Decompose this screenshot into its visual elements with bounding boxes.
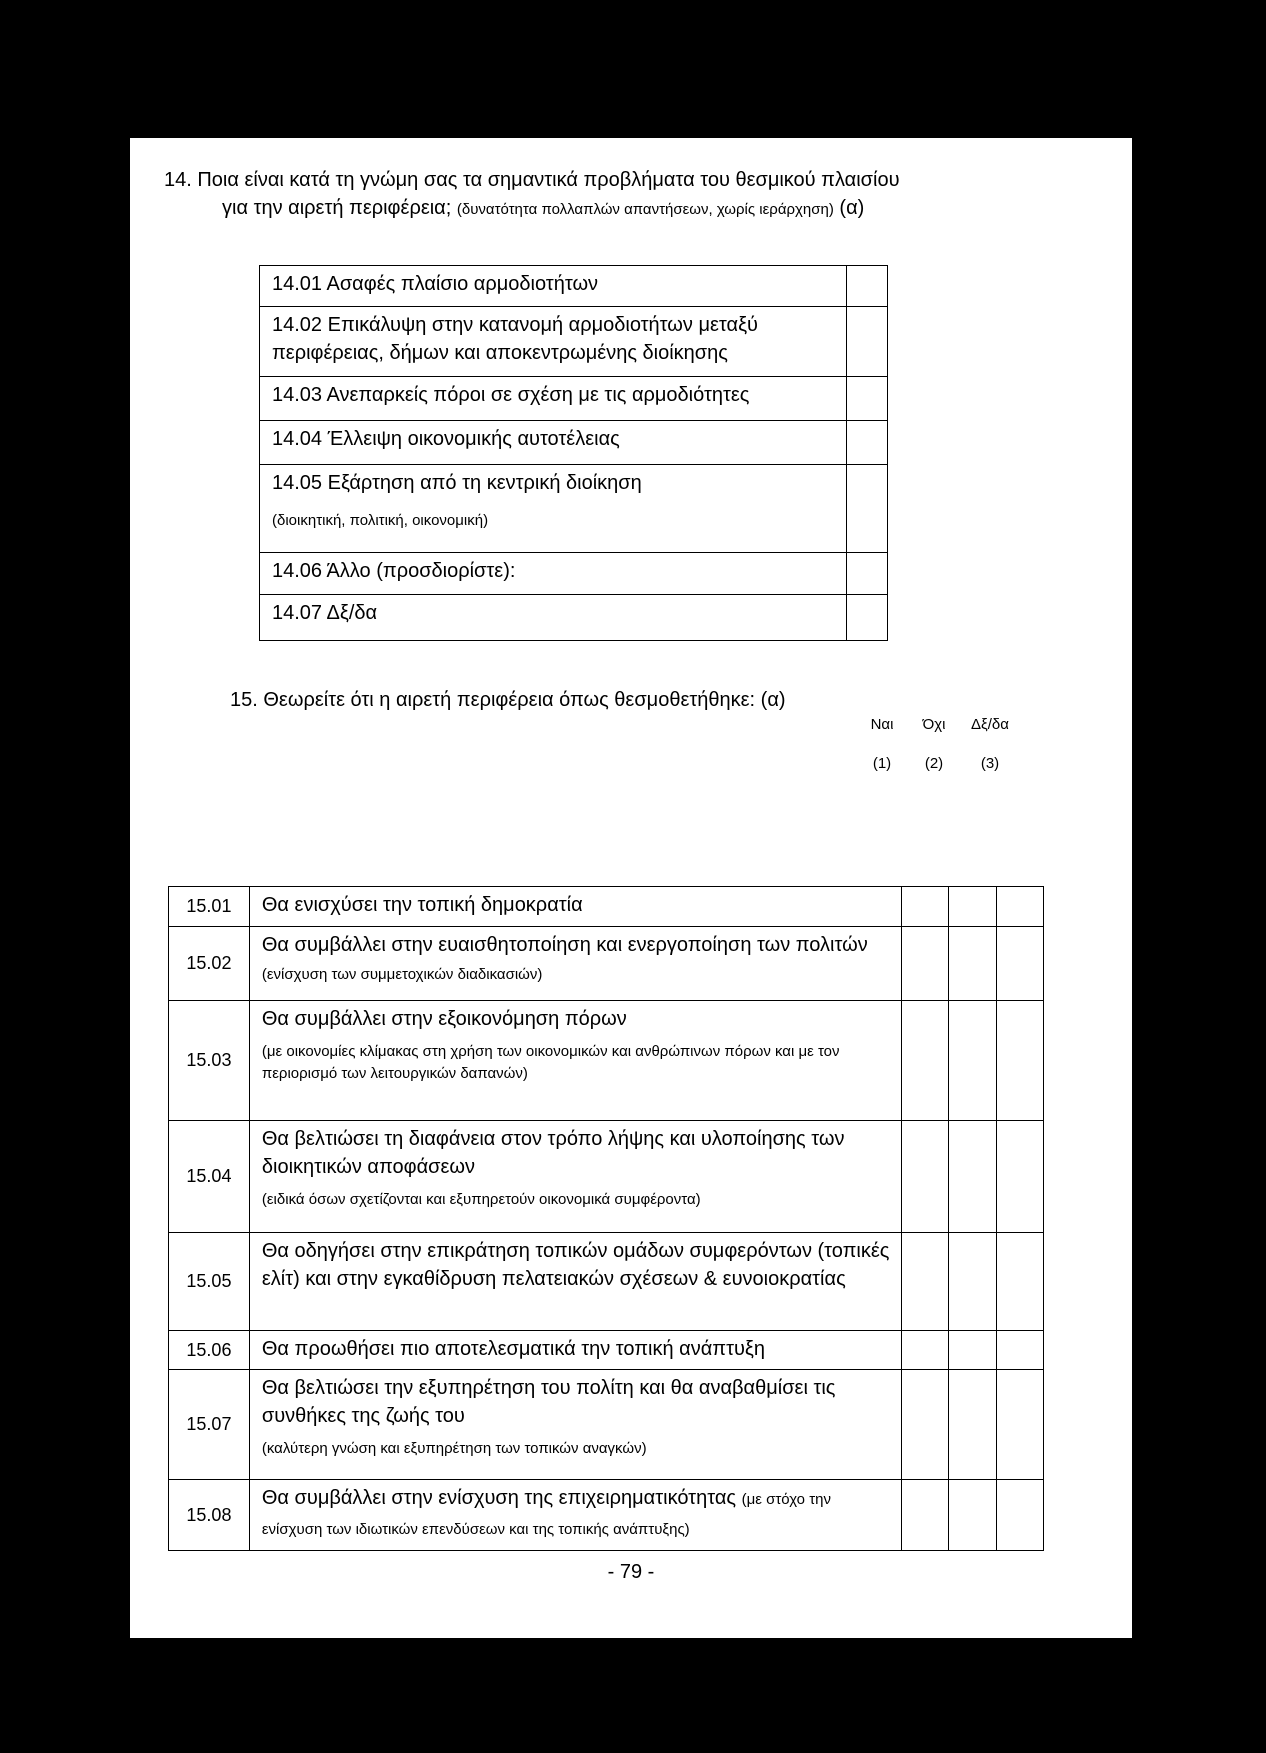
q15-row-number: 15.06	[169, 1331, 250, 1370]
q15-answer-no-box[interactable]	[949, 887, 996, 927]
option-dk-label: Δξ/δα	[971, 716, 1009, 733]
q14-item-cell	[260, 377, 847, 421]
q15-statement-text: Θα βελτιώσει τη διαφάνεια στον τρόπο λήψης και υλοποίησης των διοικητικών αποφάσεων	[261, 1128, 845, 1178]
q15-row	[169, 887, 1044, 927]
question-14-instruction: (δυνατότητα πολλαπλών απαντήσεων, χωρίς ιεράρχηση)	[456, 201, 834, 218]
question-15-title: 15. Θεωρείτε ότι η αιρετή περιφέρεια όπως θεσμοθετήθηκε: (α)	[230, 689, 786, 711]
q14-checkbox[interactable]	[846, 307, 887, 377]
q15-statement-cell	[249, 1001, 901, 1121]
q15-row	[169, 1121, 1044, 1233]
q15-answer-yes-box[interactable]	[902, 927, 949, 1001]
q15-answer-no-box[interactable]	[949, 1480, 996, 1551]
q14-item-text: 14.04 Έλλειψη οικονομικής αυτοτέλειας	[272, 428, 620, 450]
q15-answer-dk-box[interactable]	[996, 927, 1043, 1001]
q14-item-subtext: (διοικητική, πολιτική, οικονομική)	[272, 512, 489, 529]
q15-answer-dk-box[interactable]	[996, 1480, 1043, 1551]
q14-item-cell	[260, 421, 847, 465]
q15-answer-yes-box[interactable]	[902, 1233, 949, 1331]
question-14-table	[259, 265, 888, 641]
q15-answer-no-box[interactable]	[949, 1001, 996, 1121]
q15-answer-dk-box[interactable]	[996, 1001, 1043, 1121]
q14-item-text: 14.05 Εξάρτηση από τη κεντρική διοίκηση	[272, 472, 642, 494]
q14-row	[260, 377, 888, 421]
q15-statement-cell	[249, 1233, 901, 1331]
q15-statement-cell	[249, 1331, 901, 1370]
option-dk-code: (3)	[980, 755, 1000, 772]
q15-statement-cell	[249, 1480, 901, 1551]
q15-row-number: 15.05	[169, 1233, 250, 1331]
option-yes-label: Ναι	[870, 716, 894, 733]
q14-row	[260, 307, 888, 377]
q15-answer-yes-box[interactable]	[902, 1331, 949, 1370]
q14-item-cell	[260, 465, 847, 553]
q14-checkbox[interactable]	[846, 421, 887, 465]
q15-statement-cell	[249, 887, 901, 927]
q15-answer-no-box[interactable]	[949, 927, 996, 1001]
q15-statement-text: Θα ενισχύσει την τοπική δημοκρατία	[261, 894, 583, 916]
q14-item-text: 14.03 Ανεπαρκείς πόροι σε σχέση με τις αρμοδιότητες	[272, 384, 750, 406]
q15-statement-text: Θα συμβάλλει στην ευαισθητοποίηση και ενεργοποίηση των πολιτών	[261, 934, 868, 956]
q15-row	[169, 1001, 1044, 1121]
question-14-title-end: (α)	[833, 197, 865, 219]
q14-item-text: 14.06 Άλλο (προσδιορίστε):	[272, 560, 516, 582]
q15-row-number: 15.04	[169, 1121, 250, 1233]
question-14-title-main: για την αιρετή περιφέρεια;	[222, 197, 457, 219]
q15-row	[169, 1233, 1044, 1331]
q15-answer-no-box[interactable]	[949, 1121, 996, 1233]
q14-checkbox[interactable]	[846, 465, 887, 553]
q15-answer-dk-box[interactable]	[996, 887, 1043, 927]
q15-answer-dk-box[interactable]	[996, 1233, 1043, 1331]
q15-note: (με οικονομίες κλίμακας στη χρήση των οικονομικών και ανθρώπινων πόρων και με τον περιορισμό των λειτουργικών δαπανών)	[261, 1043, 840, 1082]
q14-item-text: 14.07 Δξ/δα	[272, 602, 378, 624]
q14-item-cell	[260, 553, 847, 595]
q14-row	[260, 465, 888, 553]
q15-answer-dk-box[interactable]	[996, 1370, 1043, 1480]
q15-answer-no-box[interactable]	[949, 1370, 996, 1480]
q15-note: (ειδικά όσων σχετίζονται και εξυπηρετούν οικονομικά συμφέροντα)	[261, 1191, 701, 1208]
q15-statement-text: Θα συμβάλλει στην ενίσχυση της επιχειρηματικότητας	[261, 1487, 742, 1509]
q15-row	[169, 1480, 1044, 1551]
q15-inline-note: (ενίσχυση των συμμετοχικών διαδικασιών)	[261, 966, 543, 983]
option-yes-code: (1)	[872, 755, 892, 772]
q15-answer-yes-box[interactable]	[902, 1480, 949, 1551]
q14-item-cell	[260, 266, 847, 307]
document-page	[130, 138, 1132, 1638]
q14-row	[260, 595, 888, 641]
q15-answer-dk-box[interactable]	[996, 1121, 1043, 1233]
q15-row	[169, 1331, 1044, 1370]
q15-row-number: 15.07	[169, 1370, 250, 1480]
q15-answer-yes-box[interactable]	[902, 887, 949, 927]
q15-row-number: 15.02	[169, 927, 250, 1001]
q15-answer-no-box[interactable]	[949, 1331, 996, 1370]
q15-answer-dk-box[interactable]	[996, 1331, 1043, 1370]
q14-item-text: 14.02 Επικάλυψη στην κατανομή αρμοδιοτήτων μεταξύ περιφέρειας, δήμων και αποκεντρωμένης διοίκησης	[272, 314, 758, 364]
page-number: - 79 -	[607, 1561, 655, 1583]
q15-row	[169, 927, 1044, 1001]
question-15-table	[168, 886, 1044, 1551]
q15-statement-cell	[249, 1370, 901, 1480]
q14-checkbox[interactable]	[846, 377, 887, 421]
option-no-label: Όχι	[922, 716, 946, 733]
q14-checkbox[interactable]	[846, 553, 887, 595]
q15-answer-no-box[interactable]	[949, 1233, 996, 1331]
q14-checkbox[interactable]	[846, 595, 887, 641]
q15-answer-yes-box[interactable]	[902, 1370, 949, 1480]
q14-checkbox[interactable]	[846, 266, 887, 307]
q14-item-cell	[260, 307, 847, 377]
question-14-title-line2	[164, 194, 1124, 224]
q15-statement-text: Θα προωθήσει πιο αποτελεσματικά την τοπική ανάπτυξη	[261, 1338, 765, 1360]
q15-row	[169, 1370, 1044, 1480]
question-14-title	[164, 166, 1124, 224]
q15-note: (καλύτερη γνώση και εξυπηρέτηση των τοπικών αναγκών)	[261, 1440, 647, 1457]
q15-statement-cell	[249, 927, 901, 1001]
q15-statement-text: Θα βελτιώσει την εξυπηρέτηση του πολίτη και θα αναβαθμίσει τις συνθήκες της ζωής του	[261, 1377, 836, 1427]
q15-row-number: 15.08	[169, 1480, 250, 1551]
option-no-code: (2)	[924, 755, 944, 772]
q15-row-number: 15.03	[169, 1001, 250, 1121]
q15-statement-text: Θα οδηγήσει στην επικράτηση τοπικών ομάδων συμφερόντων (τοπικές ελίτ) και στην εγκαθίδρυση πελατειακών σχέσεων & ευνοιοκρατίας	[261, 1240, 890, 1290]
q15-row-number: 15.01	[169, 887, 250, 927]
q15-statement-cell	[249, 1121, 901, 1233]
question-14-title-line1: 14. Ποια είναι κατά τη γνώμη σας τα σημαντικά προβλήματα του θεσμικού πλαισίου	[164, 169, 900, 191]
q14-item-text: 14.01 Ασαφές πλαίσιο αρμοδιοτήτων	[272, 273, 599, 295]
q15-inline-note: (με στόχο την ενίσχυση των ιδιωτικών επενδύσεων και της τοπικής ανάπτυξης)	[261, 1491, 831, 1538]
q15-answer-yes-box[interactable]	[902, 1121, 949, 1233]
q14-row	[260, 553, 888, 595]
q14-row	[260, 421, 888, 465]
q14-item-cell	[260, 595, 847, 641]
q15-statement-text: Θα συμβάλλει στην εξοικονόμηση πόρων	[261, 1008, 627, 1030]
q14-row	[260, 266, 888, 307]
q15-answer-yes-box[interactable]	[902, 1001, 949, 1121]
